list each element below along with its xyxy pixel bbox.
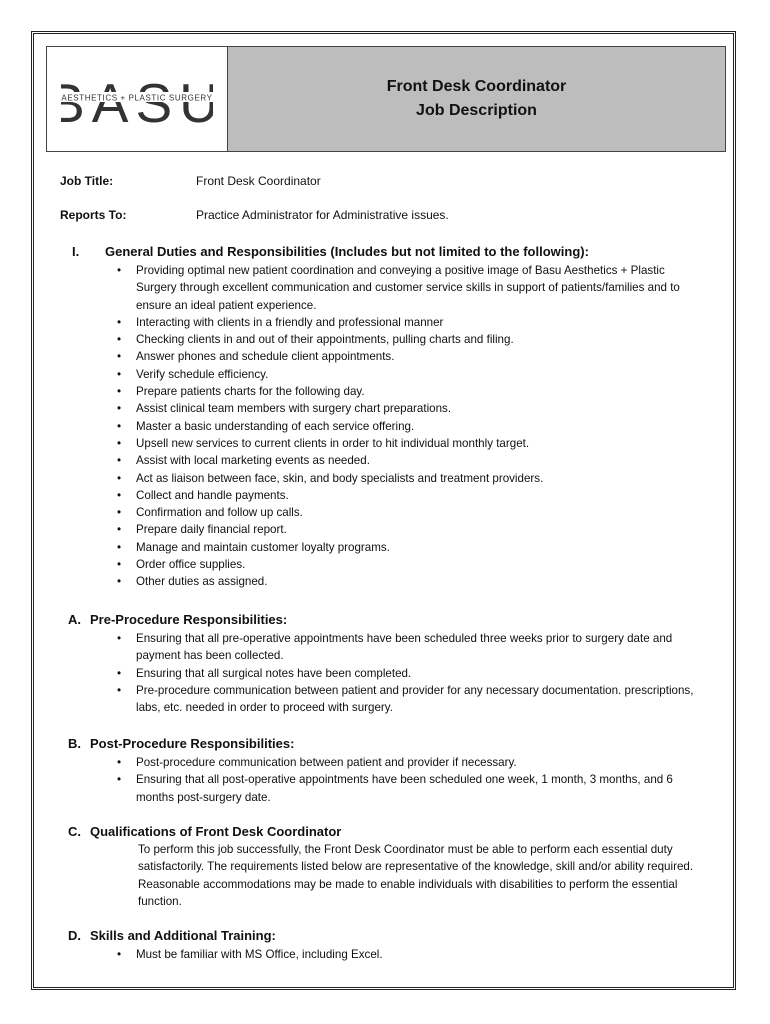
- section-post-heading: B. Post-Procedure Responsibilities:: [68, 736, 295, 751]
- general-duties-list: [114, 262, 694, 591]
- section-skills-heading: D. Skills and Additional Training:: [68, 928, 276, 943]
- section-number: I.: [72, 244, 80, 259]
- list-item: • Ensuring that all pre-operative appointments have been scheduled three weeks prior to surgery date and payment has been collected.: [114, 630, 694, 665]
- doc-title-line2: Job Description: [416, 102, 537, 119]
- list-item: • Order office supplies.: [114, 556, 694, 573]
- post-procedure-list: [114, 754, 699, 806]
- list-item: • Prepare daily financial report.: [114, 521, 694, 538]
- reports-to-label: Reports To:: [60, 208, 127, 222]
- section-number: A.: [68, 612, 81, 627]
- section-number: C.: [68, 824, 81, 839]
- list-item: • Verify schedule efficiency.: [114, 366, 694, 383]
- pre-procedure-list: [114, 630, 694, 716]
- list-item: • Prepare patients charts for the following day.: [114, 383, 694, 400]
- logo-cell: [47, 47, 227, 151]
- list-item: • Ensuring that all post-operative appointments have been scheduled one week, 1 month, 3 months, and 6 months post-surgery date.: [114, 771, 699, 806]
- qualifications-text: To perform this job successfully, the Front Desk Coordinator must be able to perform each essential duty satisfactorily. The requirements listed below are representative of the knowledge, skill and/or ability required. Reasonable accommodations may be made to enable individuals with disabilities to perform the essential function.: [138, 843, 694, 908]
- list-item: • Act as liaison between face, skin, and body specialists and treatment providers.: [114, 470, 694, 487]
- document-header: [46, 46, 726, 152]
- logo-tagline: AESTHETICS + PLASTIC SURGERY: [61, 93, 213, 103]
- list-item: • Confirmation and follow up calls.: [114, 504, 694, 521]
- list-item: • Assist with local marketing events as needed.: [114, 452, 694, 469]
- list-item: • Manage and maintain customer loyalty programs.: [114, 539, 694, 556]
- list-item: • Checking clients in and out of their appointments, pulling charts and filing.: [114, 331, 694, 348]
- section-number: D.: [68, 928, 81, 943]
- reports-to-value: Practice Administrator for Administrative issues.: [196, 208, 449, 222]
- doc-title-line1: Front Desk Coordinator: [386, 78, 567, 95]
- list-item: • Must be familiar with MS Office, including Excel.: [114, 946, 694, 963]
- section-number: B.: [68, 736, 81, 751]
- basu-logo: [61, 72, 213, 128]
- list-item: • Upsell new services to current clients in order to hit individual monthly target.: [114, 435, 694, 452]
- section-qualifications-heading: C. Qualifications of Front Desk Coordinator: [68, 824, 342, 839]
- job-title-value: Front Desk Coordinator: [196, 174, 321, 188]
- list-item: • Other duties as assigned.: [114, 573, 694, 590]
- list-item: • Collect and handle payments.: [114, 487, 694, 504]
- list-item: • Interacting with clients in a friendly and professional manner: [114, 314, 694, 331]
- list-item: • Answer phones and schedule client appointments.: [114, 348, 694, 365]
- skills-list: [114, 946, 694, 963]
- list-item: • Post-procedure communication between patient and provider if necessary.: [114, 754, 699, 771]
- section-pre-heading: A. Pre-Procedure Responsibilities:: [68, 612, 288, 627]
- section-general-heading: I. General Duties and Responsibilities (Includes but not limited to the following):: [72, 244, 589, 259]
- list-item: • Providing optimal new patient coordination and conveying a positive image of Basu Aesthetics + Plastic Surgery through excellent communication and customer service skills in support of patients/families and to ensure an ideal patient experience.: [114, 262, 694, 314]
- list-item: • Ensuring that all surgical notes have been completed.: [114, 665, 694, 682]
- list-item: • Assist clinical team members with surgery chart preparations.: [114, 400, 694, 417]
- list-item: • Pre-procedure communication between patient and provider for any necessary documentation. prescriptions, labs, etc. needed in order to proceed with surgery.: [114, 682, 694, 717]
- title-cell: [227, 47, 725, 151]
- job-title-label: Job Title:: [60, 174, 114, 188]
- list-item: • Master a basic understanding of each service offering.: [114, 418, 694, 435]
